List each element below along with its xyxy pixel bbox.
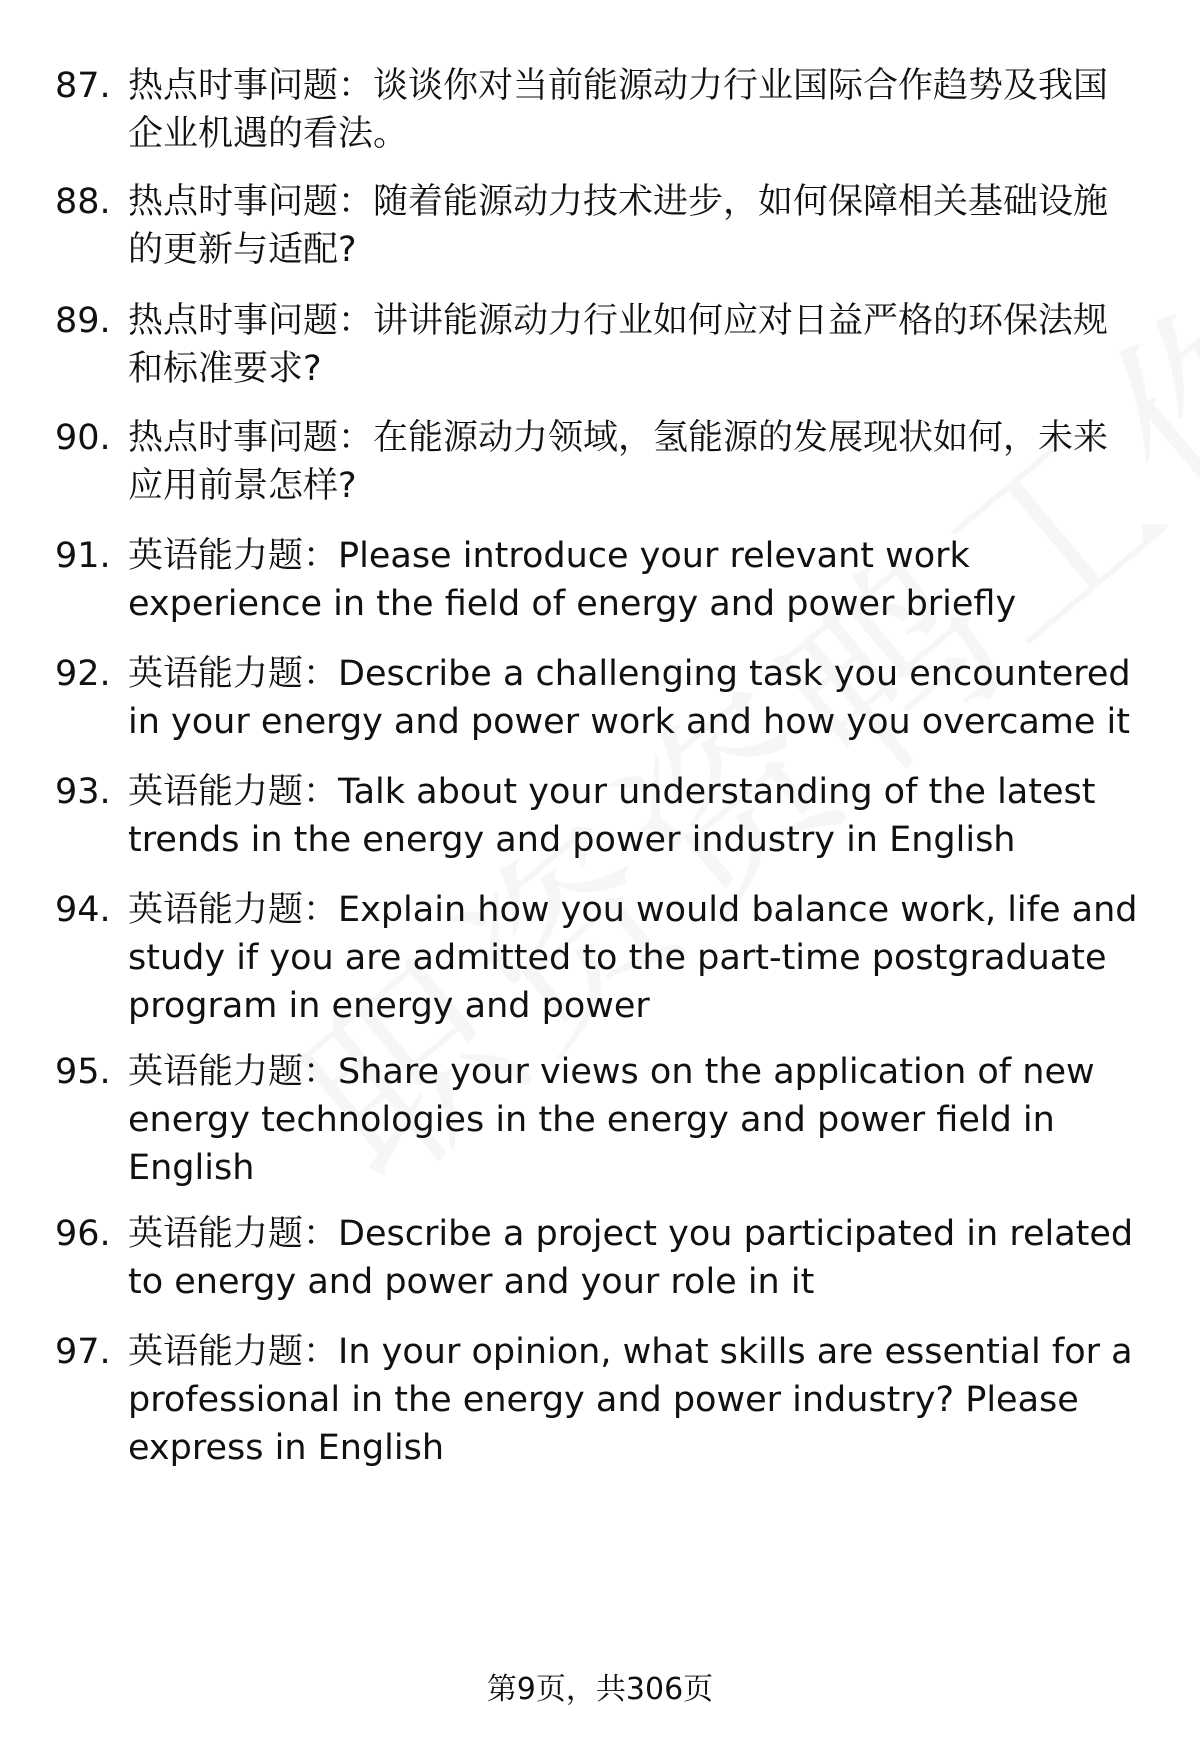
question-number: 87. bbox=[55, 66, 111, 106]
question-text: 谈谈你对当前能源动力行业国际合作趋势及我国企业机遇的看法。 bbox=[128, 66, 1109, 154]
question-category: 英语能力题： bbox=[128, 772, 339, 812]
question-number: 91. bbox=[55, 536, 111, 576]
question-category: 英语能力题： bbox=[128, 1332, 339, 1372]
question-text: 讲讲能源动力行业如何应对日益严格的环保法规和标准要求? bbox=[128, 301, 1109, 389]
question-text: Explain how you would balance work, life and study if you are admitted to the part-time postgraduate program in energy and power bbox=[128, 890, 1138, 1026]
question-text: 在能源动力领域，氢能源的发展现状如何，未来应用前景怎样? bbox=[128, 418, 1109, 506]
question-number: 93. bbox=[55, 772, 111, 812]
question-category: 英语能力题： bbox=[128, 890, 339, 930]
question-text: In your opinion, what skills are essential for a professional in the energy and power industry? Please express in English bbox=[128, 1332, 1133, 1468]
question-text: Share your views on the application of new energy technologies in the energy and power field in English bbox=[128, 1052, 1095, 1188]
question-body bbox=[128, 62, 1140, 158]
question-number: 90. bbox=[55, 418, 111, 458]
question-number: 88. bbox=[55, 182, 111, 222]
page-footer bbox=[0, 1670, 1200, 1710]
question-category: 热点时事问题： bbox=[128, 182, 374, 222]
question-body bbox=[128, 768, 1140, 864]
page-number-label: 第9页，共306页 bbox=[486, 1672, 714, 1707]
question-text: 随着能源动力技术进步，如何保障相关基础设施的更新与适配? bbox=[128, 182, 1109, 270]
question-category: 英语能力题： bbox=[128, 1052, 339, 1092]
question-body bbox=[128, 1328, 1140, 1472]
question-body bbox=[128, 532, 1140, 628]
question-item-93 bbox=[55, 768, 1145, 864]
question-body bbox=[128, 1048, 1140, 1192]
question-category: 热点时事问题： bbox=[128, 66, 374, 106]
question-body bbox=[128, 650, 1140, 746]
question-item-97 bbox=[55, 1328, 1145, 1472]
question-number: 92. bbox=[55, 654, 111, 694]
question-number: 95. bbox=[55, 1052, 111, 1092]
question-item-90 bbox=[55, 414, 1145, 510]
question-item-91 bbox=[55, 532, 1145, 628]
question-body bbox=[128, 886, 1140, 1030]
question-body bbox=[128, 297, 1140, 393]
question-body bbox=[128, 178, 1140, 274]
question-body bbox=[128, 1210, 1140, 1306]
question-text: Talk about your understanding of the latest trends in the energy and power industry in English bbox=[128, 772, 1096, 860]
question-item-96 bbox=[55, 1210, 1145, 1306]
question-text: Please introduce your relevant work experience in the field of energy and power briefly bbox=[128, 536, 1017, 624]
question-item-92 bbox=[55, 650, 1145, 746]
question-category: 英语能力题： bbox=[128, 536, 339, 576]
question-item-95 bbox=[55, 1048, 1145, 1192]
question-body bbox=[128, 414, 1140, 510]
question-item-89 bbox=[55, 297, 1145, 393]
question-text: Describe a project you participated in related to energy and power and your role in it bbox=[128, 1214, 1134, 1302]
question-text: Describe a challenging task you encountered in your energy and power work and how you overcame it bbox=[128, 654, 1131, 742]
question-number: 96. bbox=[55, 1214, 111, 1254]
question-number: 94. bbox=[55, 890, 111, 930]
question-category: 热点时事问题： bbox=[128, 301, 374, 341]
question-category: 英语能力题： bbox=[128, 1214, 339, 1254]
question-category: 英语能力题： bbox=[128, 654, 339, 694]
question-number: 89. bbox=[55, 301, 111, 341]
question-item-94 bbox=[55, 886, 1145, 1030]
question-item-87 bbox=[55, 62, 1145, 158]
question-number: 97. bbox=[55, 1332, 111, 1372]
question-item-88 bbox=[55, 178, 1145, 274]
question-category: 热点时事问题： bbox=[128, 418, 374, 458]
